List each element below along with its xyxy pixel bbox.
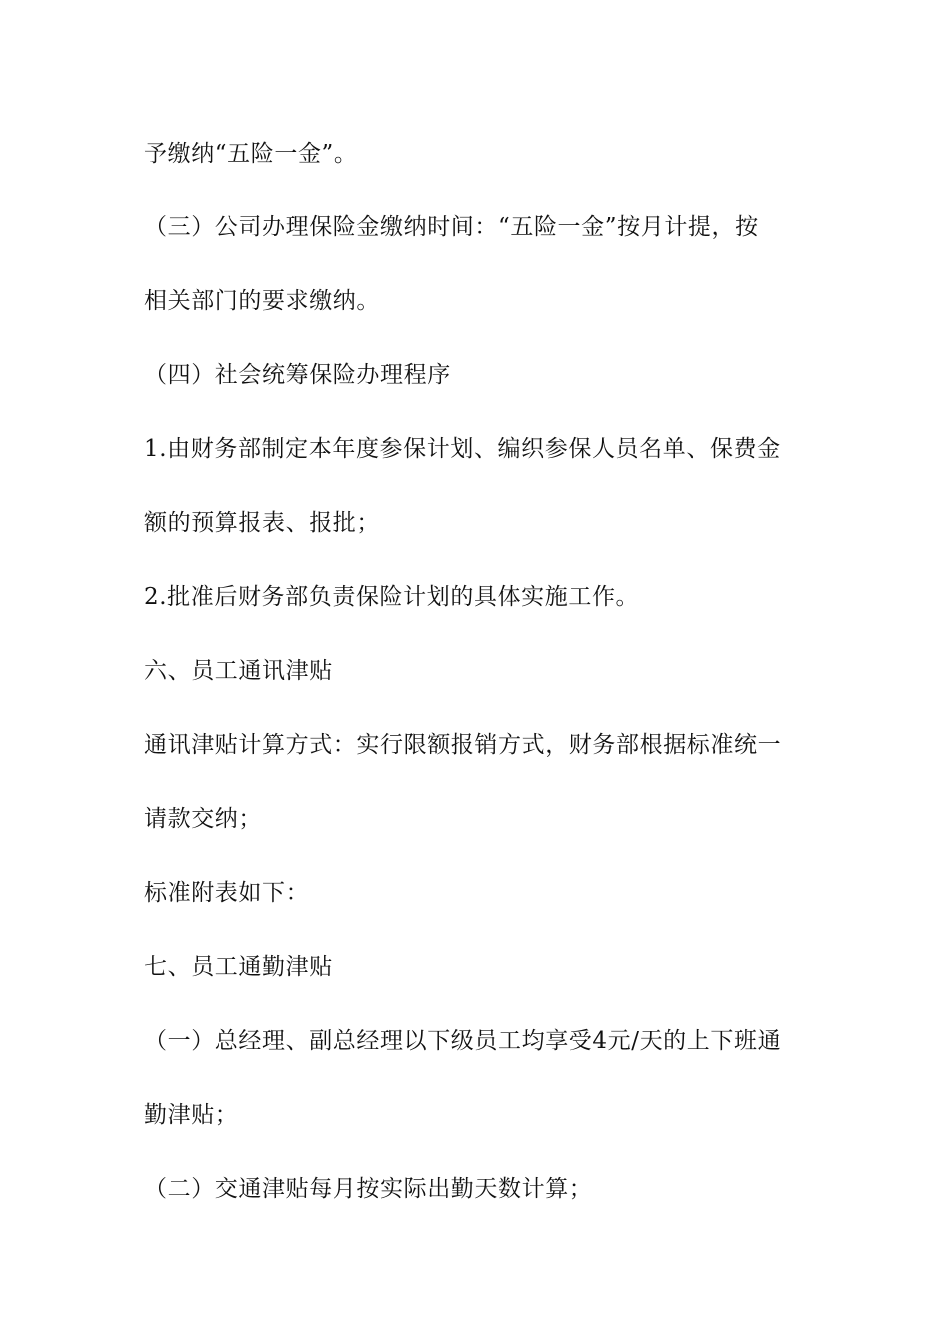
text-line: 通讯津贴计算方式：实行限额报销方式，财务部根据标准统一: [144, 732, 782, 758]
text-line: 勤津贴；: [144, 1102, 239, 1128]
text-line: 1.由财务部制定本年度参保计划、编织参保人员名单、保费金: [144, 436, 781, 462]
text-line: 六、员工通讯津贴: [144, 658, 333, 684]
text-line: （四）社会统筹保险办理程序: [144, 362, 451, 388]
text-line: 请款交纳；: [144, 806, 262, 832]
text-line: 相关部门的要求缴纳。: [144, 288, 380, 314]
text-line: （二）交通津贴每月按实际出勤天数计算；: [144, 1176, 593, 1202]
text-line: 七、员工通勤津贴: [144, 954, 333, 980]
text-line: （一）总经理、副总经理以下级员工均享受4元/天的上下班通: [144, 1028, 782, 1054]
text-line: 额的预算报表、报批；: [144, 510, 380, 536]
text-line: （三）公司办理保险金缴纳时间：“五险一金”按月计提，按: [144, 214, 759, 240]
text-line: 予缴纳“五险一金”。: [144, 141, 358, 167]
text-line: 标准附表如下：: [144, 880, 310, 906]
text-line: 2.批准后财务部负责保险计划的具体实施工作。: [144, 584, 640, 610]
